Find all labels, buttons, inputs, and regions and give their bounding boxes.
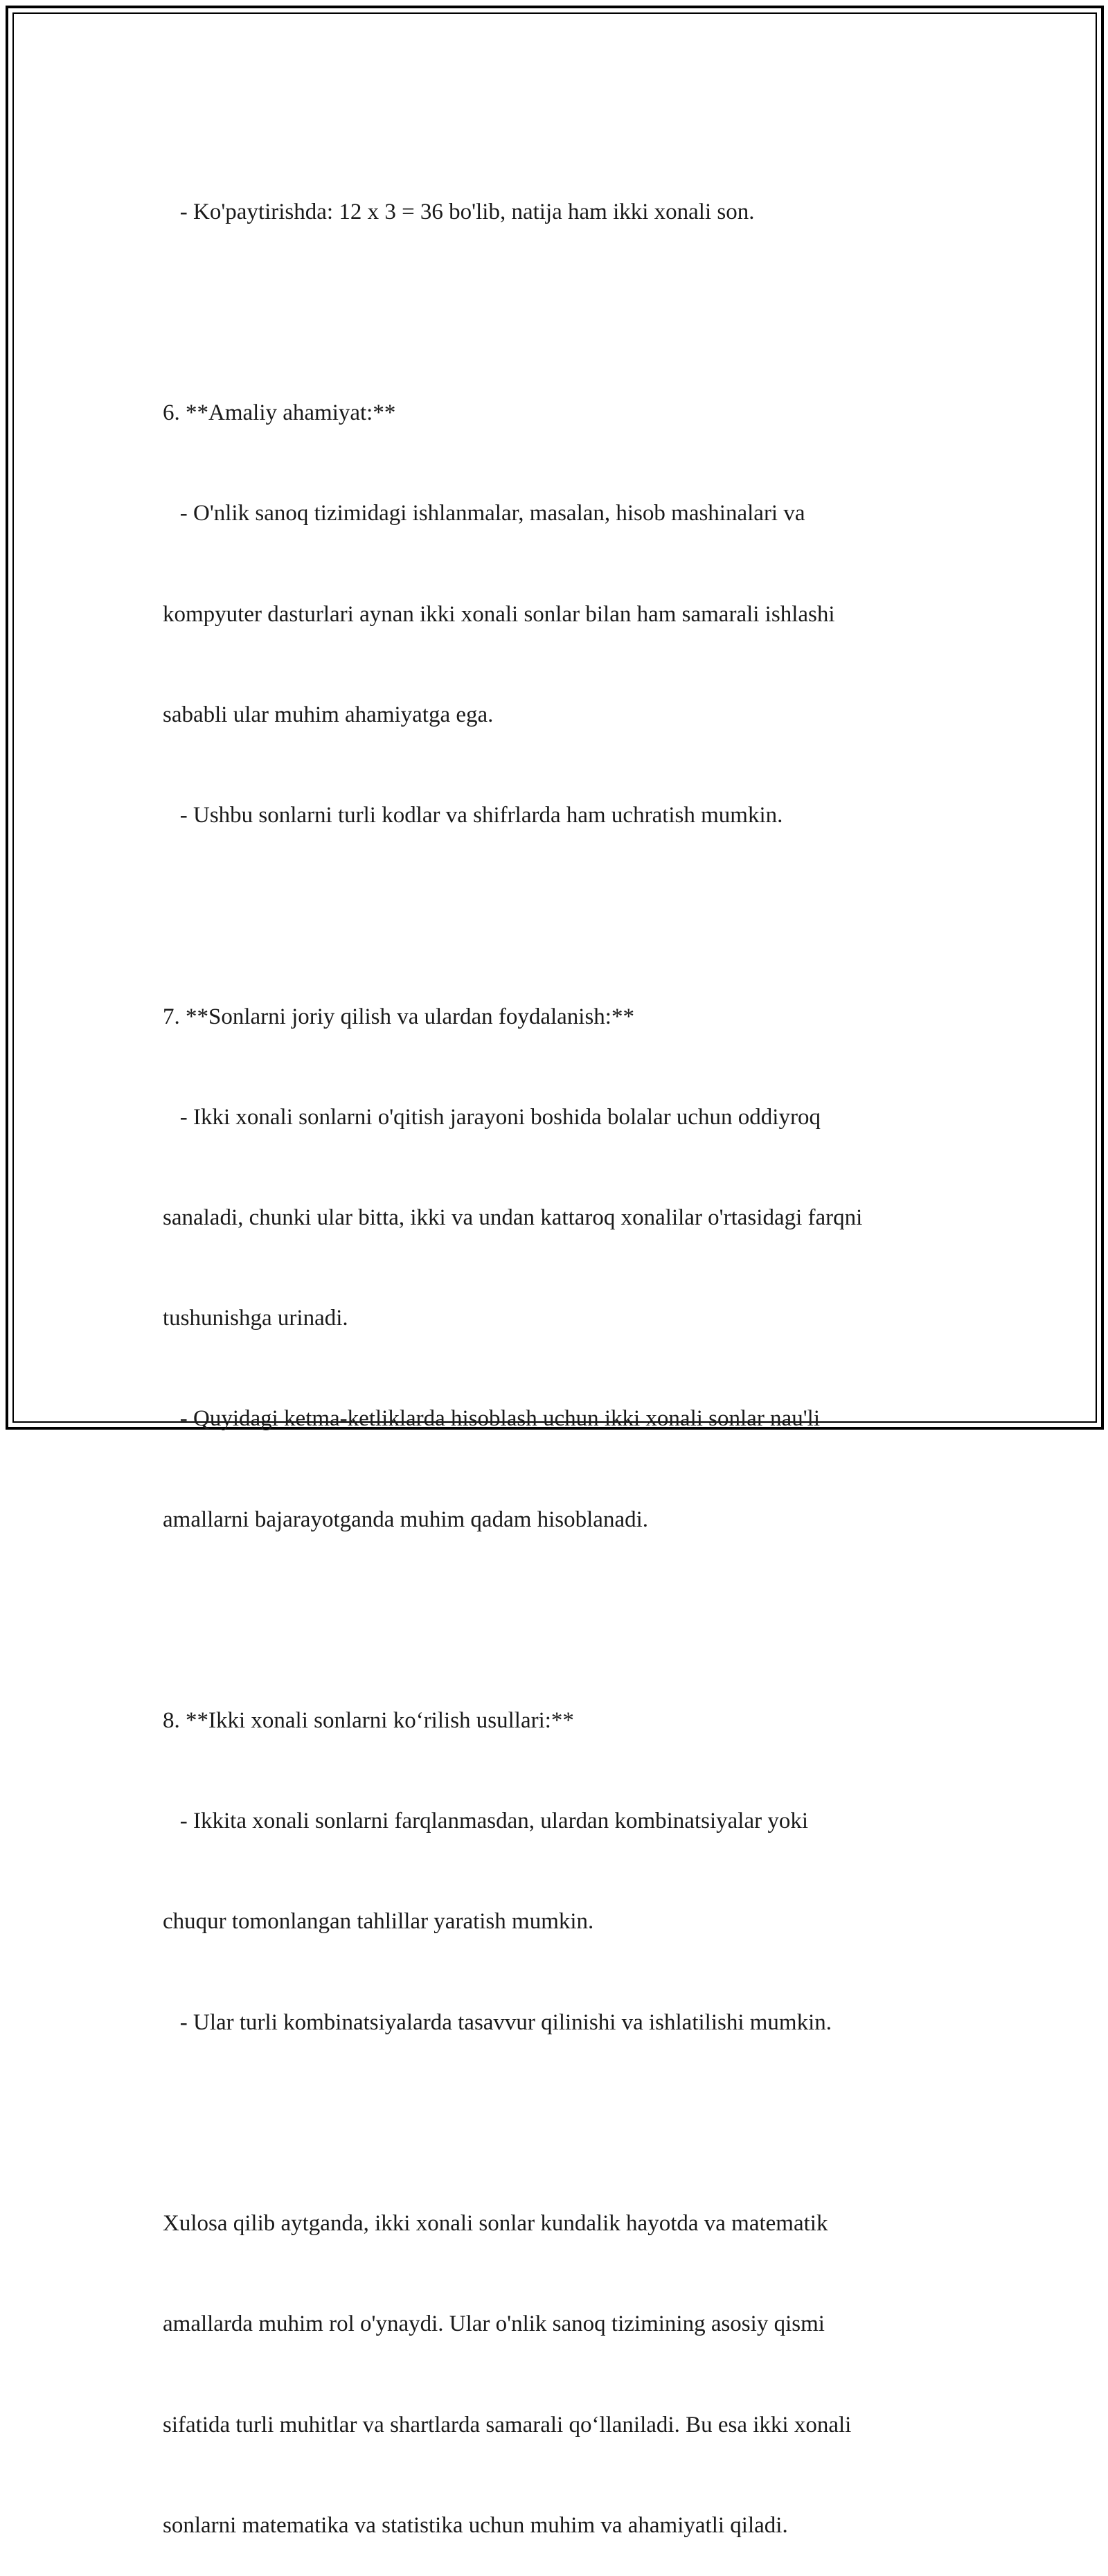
text-line: sanaladi, chunki ular bitta, ikki va undan kattaroq xonalilar o'rtasidagi farqni	[163, 1205, 863, 1230]
blank-line	[163, 2106, 959, 2140]
text-line: - Ikkita xonali sonlarni farqlanmasdan, ulardan kombinatsiyalar yoki	[163, 1809, 808, 1834]
conclusion-line: sifatida turli muhitlar va shartlarda samarali qo‘llaniladi. Bu esa ikki xonali	[163, 2412, 852, 2437]
blank-line	[163, 899, 959, 932]
text-line: - O'nlik sanoq tizimidagi ishlanmalar, masalan, hisob mashinalari va	[163, 501, 805, 526]
text-line: - Quyidagi ketma-ketliklarda hisoblash uchun ikki xonali sonlar nau'li	[163, 1406, 820, 1432]
section-heading-8: 8. **Ikki xonali sonlarni ko‘rilish usullari:**	[163, 1708, 574, 1734]
text-line: - Ko'paytirishda: 12 x 3 = 36 bo'lib, natija ham ikki xonali son.	[163, 199, 755, 224]
text-line: sababli ular muhim ahamiyatga ega.	[163, 702, 494, 727]
text-line: chuqur tomonlangan tahlillar yaratish mumkin.	[163, 1909, 594, 1935]
text-line: - Ular turli kombinatsiyalarda tasavvur qilinishi va ishlatilishi mumkin.	[163, 2009, 832, 2035]
document-body	[163, 128, 959, 2576]
text-line: - Ikki xonali sonlarni o'qitish jarayoni boshida bolalar uchun oddiyroq	[163, 1104, 821, 1130]
text-line: tushunishga urinadi.	[163, 1306, 348, 1331]
section-heading-6: 6. **Amaliy ahamiyat:**	[163, 400, 396, 426]
conclusion-line: sonlarni matematika va statistika uchun muhim va ahamiyatli qiladi.	[163, 2512, 788, 2538]
text-line: kompyuter dasturlari aynan ikki xonali sonlar bilan ham samarali ishlashi	[163, 601, 835, 627]
conclusion-line: amallarda muhim rol o'ynaydi. Ular o'nlik sanoq tizimining asosiy qismi	[163, 2311, 825, 2337]
section-heading-7: 7. **Sonlarni joriy qilish va ulardan foydalanish:**	[163, 1004, 634, 1029]
blank-line	[163, 296, 959, 329]
blank-line	[163, 1604, 959, 1637]
text-line: amallarni bajarayotganda muhim qadam hisoblanadi.	[163, 1507, 649, 1532]
conclusion-line: Xulosa qilib aytganda, ikki xonali sonlar kundalik hayotda va matematik	[163, 2211, 828, 2237]
text-line: - Ushbu sonlarni turli kodlar va shifrlarda ham uchratish mumkin.	[163, 803, 783, 828]
